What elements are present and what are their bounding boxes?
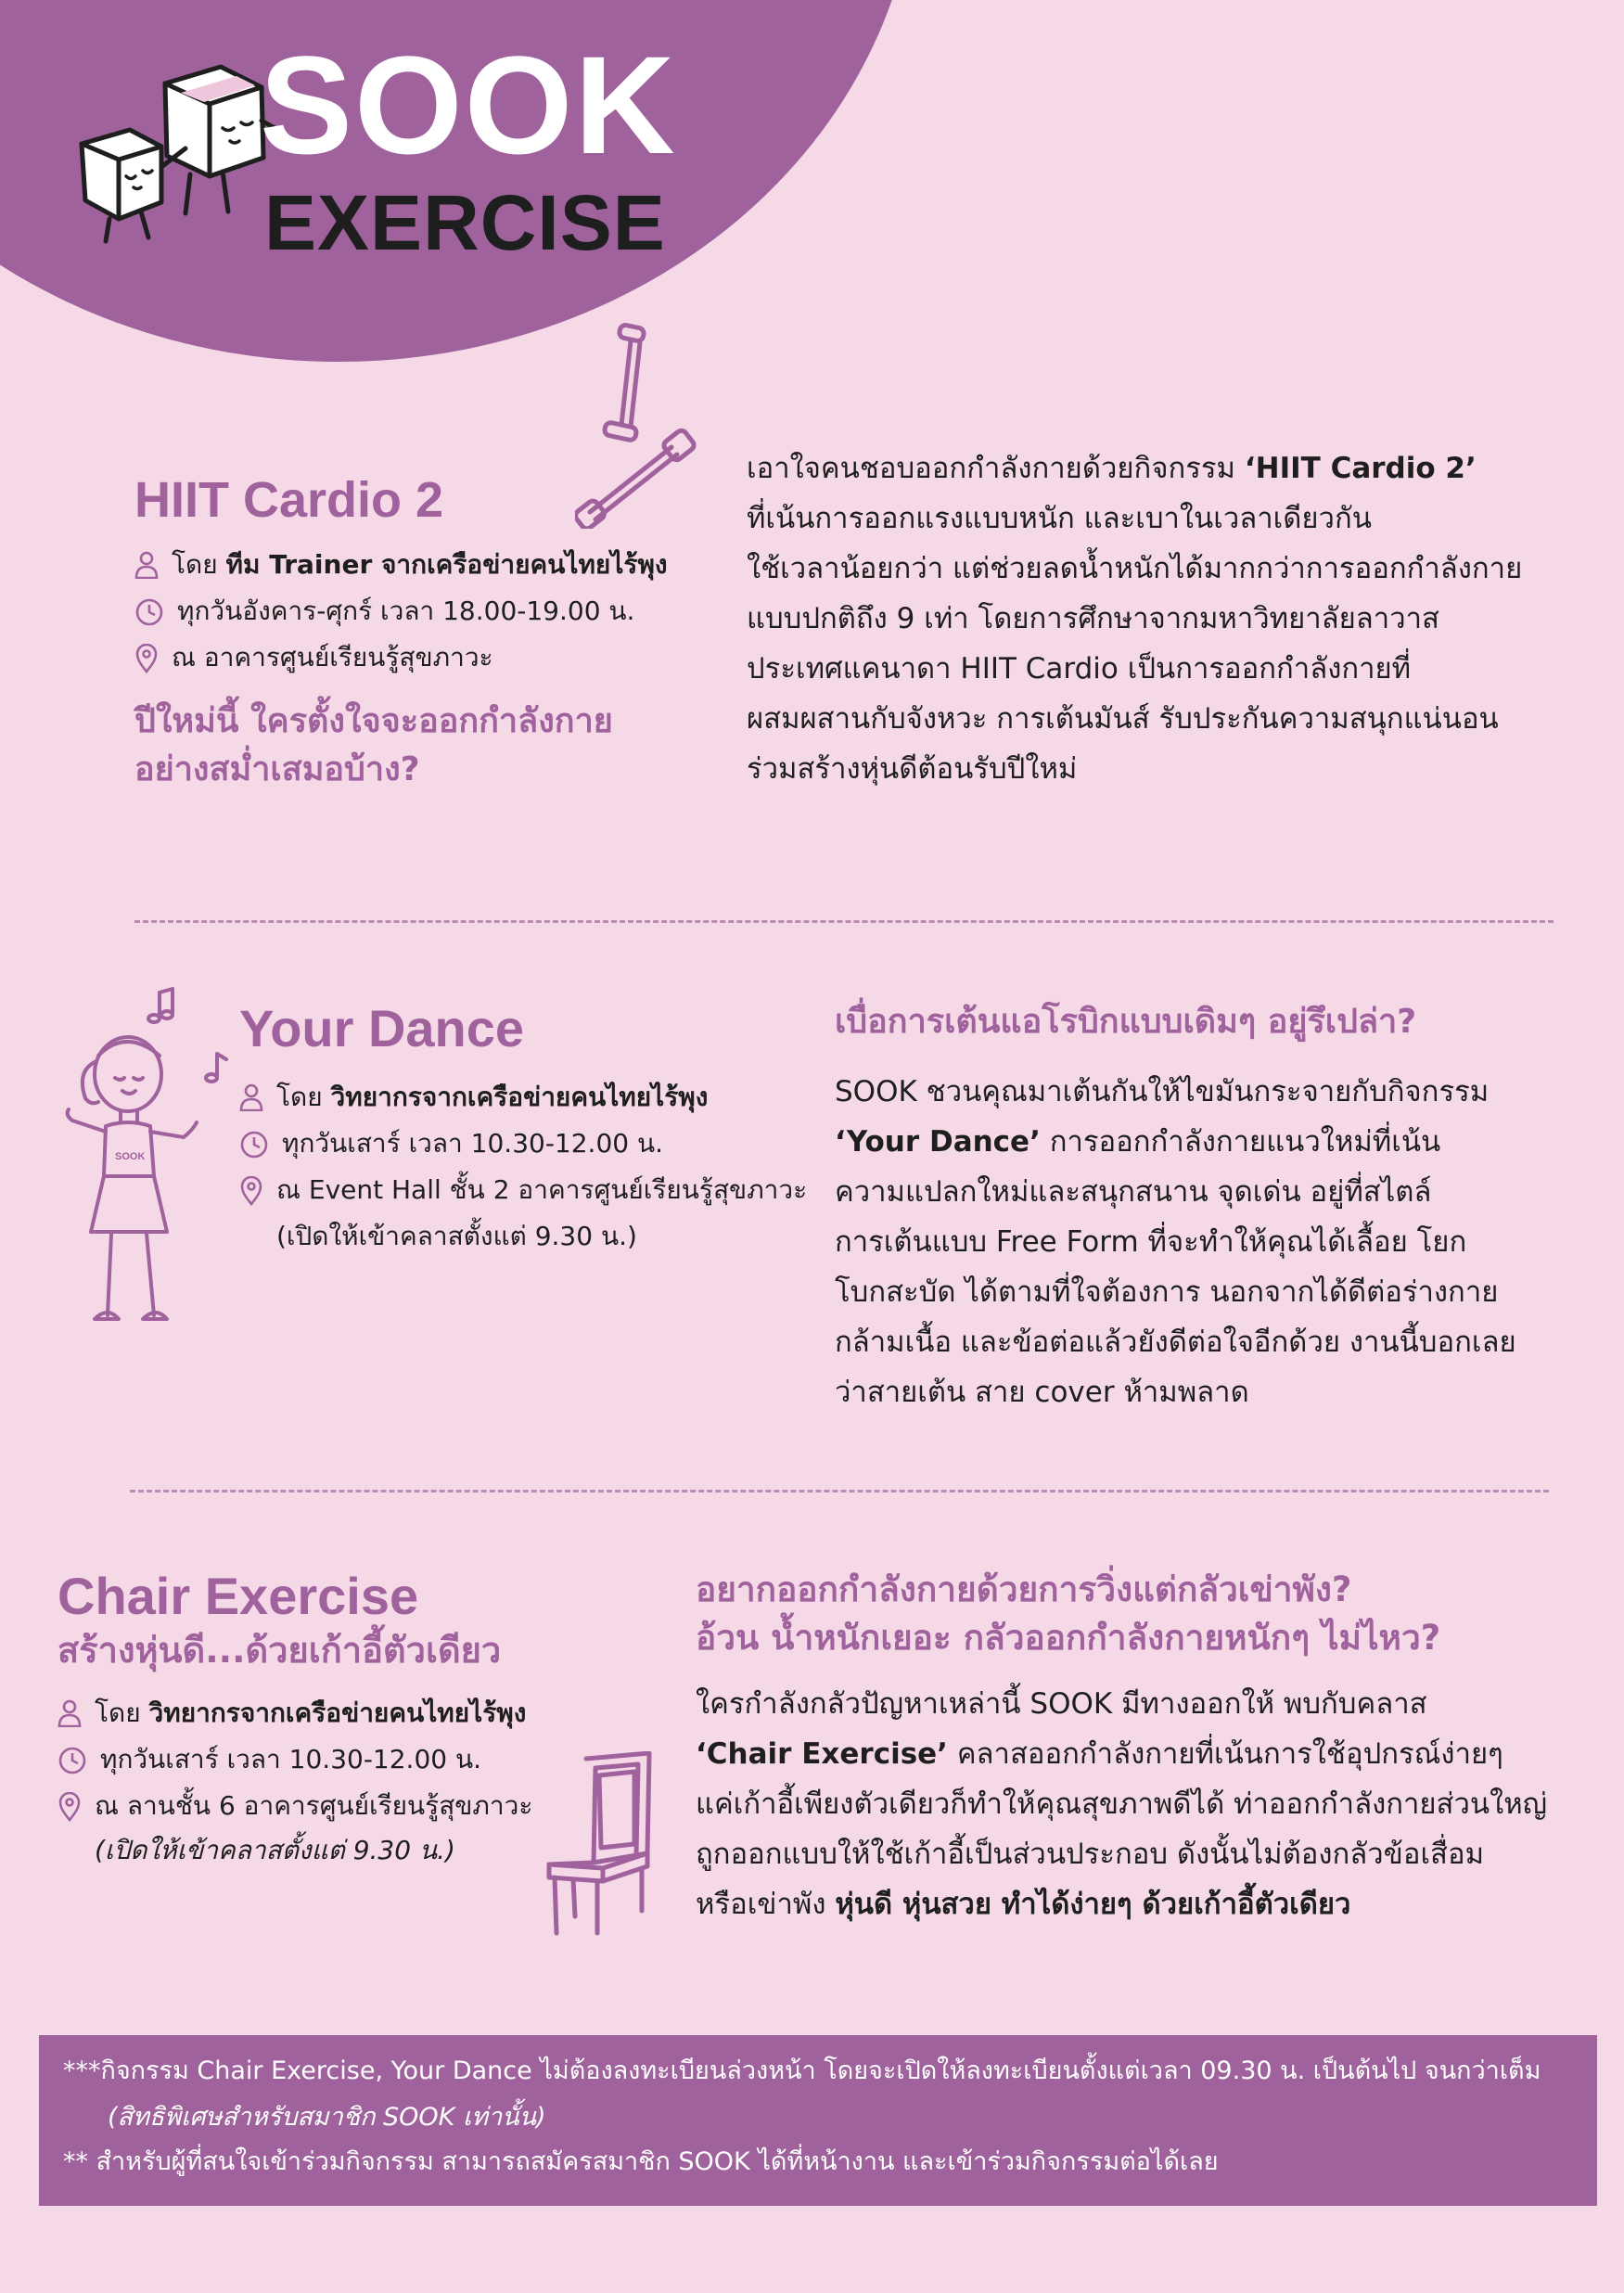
dance-desc-line: ว่าสายเต้น สาย cover ห้ามพลาด	[835, 1376, 1249, 1409]
hiit-desc-line: ร่วมสร้างหุ่นดีต้อนรับปีใหม่	[747, 752, 1078, 786]
location-pin-icon	[58, 1792, 82, 1822]
dance-desc-highlight: ‘Your Dance’	[835, 1125, 1041, 1159]
chair-desc-line: แค่เก้าอี้เพียงตัวเดียวก็ทำให้คุณสุขภาพดีได้ ท่าออกกำลังกายส่วนใหญ่	[696, 1787, 1548, 1821]
hiit-question	[134, 698, 613, 794]
clock-icon	[58, 1746, 87, 1775]
hiit-question-line2: อย่างสม่ำเสมอบ้าง?	[134, 750, 420, 789]
person-icon	[239, 1083, 263, 1111]
clock-icon	[134, 597, 164, 627]
hiit-schedule-text: ทุกวันอังคาร-ศุกร์ เวลา 18.00-19.00 น.	[177, 596, 635, 626]
dance-desc-line: การออกกำลังกายแนวใหม่ที่เน้น	[1040, 1125, 1441, 1159]
hiit-host-prefix: โดย	[172, 549, 226, 580]
dance-desc-line: การเต้นแบบ Free Form ที่จะทำให้คุณได้เลื้อย โยก	[835, 1225, 1467, 1259]
dance-schedule-text: ทุกวันเสาร์ เวลา 10.30-12.00 น.	[282, 1128, 664, 1159]
chair-question	[696, 1566, 1440, 1662]
chair-schedule	[58, 1744, 481, 1775]
footer-note-1-sub: (สิทธิพิเศษสำหรับสมาชิก SOOK เท่านั้น)	[108, 2103, 546, 2132]
hiit-desc-highlight: ‘HIIT Cardio 2’	[1244, 452, 1477, 485]
chair-question-line2: อ้วน น้ำหนักเยอะ กลัวออกกำลังกายหนักๆ ไม่ไหว?	[696, 1618, 1441, 1658]
chair-desc-line: หรือเข่าพัง	[696, 1888, 836, 1921]
hiit-title: HIIT Cardio 2	[134, 472, 444, 528]
dance-location-note: (เปิดให้เข้าคลาสตั้งแต่ 9.30 น.)	[276, 1220, 637, 1251]
dance-desc-line: SOOK ชวนคุณมาเต้นกันให้ไขมันกระจายกับกิจกรรม	[835, 1075, 1490, 1108]
footer-note-1: ***กิจกรรม Chair Exercise, Your Dance ไม่ต้องลงทะเบียนล่วงหน้า โดยจะเปิดให้ลงทะเบียนตั้งแต่เวลา 09.30 น. เป็นต้นไป จนกว่าเต็ม	[63, 2056, 1541, 2085]
hiit-desc-line: เอาใจคนชอบออกกำลังกายด้วยกิจกรรม	[747, 452, 1245, 485]
chair-subtitle: สร้างหุ่นดี...ด้วยเก้าอี้ตัวเดียว	[58, 1630, 502, 1671]
footer-notes	[39, 2035, 1597, 2206]
location-pin-icon	[239, 1176, 263, 1206]
hiit-host	[134, 549, 668, 581]
dance-schedule	[239, 1128, 663, 1159]
logo-sook: SOOK	[260, 27, 677, 183]
chair-location-text: ณ ลานชั้น 6 อาคารศูนย์เรียนรู้สุขภาวะ	[95, 1790, 533, 1821]
hiit-desc-line: ที่เน้นการออกแรงแบบหนัก และเบาในเวลาเดียวกัน	[747, 502, 1372, 535]
person-icon	[58, 1699, 82, 1727]
dance-location-text: ณ Event Hall ชั้น 2 อาคารศูนย์เรียนรู้สุขภาวะ	[276, 1174, 808, 1205]
dance-title: Your Dance	[239, 999, 525, 1057]
dance-desc-line: กล้ามเนื้อ และข้อต่อแล้วยังดีต่อใจอีกด้วย งานนี้บอกเลย	[835, 1326, 1516, 1359]
hiit-location	[134, 642, 493, 673]
chair-desc-line: ถูกออกแบบให้ใช้เก้าอี้เป็นส่วนประกอบ ดังนั้นไม่ต้องกลัวข้อเสื่อม	[696, 1838, 1485, 1871]
sugar-cube-mascots	[65, 56, 278, 250]
section-divider	[134, 920, 1554, 923]
chair-host	[58, 1697, 526, 1729]
dance-host-prefix: โดย	[276, 1082, 331, 1112]
chair-desc-line: ใครกำลังกลัวปัญหาเหล่านี้ SOOK มีทางออกให้ พบกับคลาส	[696, 1687, 1427, 1721]
dumbbell-icon	[575, 315, 714, 529]
dancer-shirt-logo: SOOK	[115, 1151, 146, 1162]
dance-host	[239, 1082, 708, 1113]
hiit-schedule	[134, 596, 634, 627]
chair-desc-line: คลาสออกกำลังกายที่เน้นการใช้อุปกรณ์ง่ายๆ	[947, 1737, 1503, 1771]
hiit-desc-line: แบบปกติถึง 9 เท่า โดยการศึกษาจากมหาวิทยาลัยลาวาส	[747, 602, 1439, 635]
section-divider	[130, 1490, 1549, 1492]
chair-title: Chair Exercise	[58, 1567, 419, 1625]
location-pin-icon	[134, 644, 159, 673]
chair-host-name: วิทยากรจากเครือข่ายคนไทยไร้พุง	[148, 1697, 527, 1728]
chair-desc-highlight: หุ่นดี หุ่นสวย ทำได้ง่ายๆ ด้วยเก้าอี้ตัวเดียว	[835, 1888, 1351, 1921]
dance-host-name: วิทยากรจากเครือข่ายคนไทยไร้พุง	[330, 1082, 709, 1112]
footer-note-2: ** สำหรับผู้ที่สนใจเข้าร่วมกิจกรรม สามารถสมัครสมาชิก SOOK ได้ที่หน้างาน และเข้าร่วมกิจกรรมต่อได้เลย	[63, 2147, 1219, 2176]
chair-description	[696, 1679, 1547, 1929]
chair-host-prefix: โดย	[95, 1697, 149, 1728]
chair-location-note: (เปิดให้เข้าคลาสตั้งแต่ 9.30 น.)	[95, 1834, 455, 1865]
hiit-desc-line: ประเทศแคนาดา HIIT Cardio เป็นการออกกำลังกายที่	[747, 652, 1412, 685]
person-icon	[134, 551, 159, 579]
hiit-location-text: ณ อาคารศูนย์เรียนรู้สุขภาวะ	[172, 642, 493, 673]
hiit-desc-line: ผสมผสานกับจังหวะ การเต้นมันส์ รับประกันความสนุกแน่นอน	[747, 702, 1499, 736]
chair-question-line1: อยากออกกำลังกายด้วยการวิ่งแต่กลัวเข่าพัง?	[696, 1569, 1352, 1609]
logo-exercise: EXERCISE	[264, 179, 666, 266]
chair-desc-highlight: ‘Chair Exercise’	[696, 1737, 948, 1771]
hiit-description	[747, 443, 1522, 794]
chair-icon	[545, 1751, 657, 1937]
dance-desc-line: ความแปลกใหม่และสนุกสนาน จุดเด่น อยู่ที่สไตล์	[835, 1175, 1432, 1209]
hiit-desc-line: ใช้เวลาน้อยกว่า แต่ช่วยลดน้ำหนักได้มากกว่าการออกกำลังกาย	[747, 552, 1523, 585]
chair-location	[58, 1790, 532, 1865]
hiit-host-name: ทีม Trainer จากเครือข่ายคนไทยไร้พุง	[225, 549, 668, 580]
dance-desc-line: โบกสะบัด ได้ตามที่ใจต้องการ นอกจากได้ดีต่อร่างกาย	[835, 1275, 1499, 1309]
clock-icon	[239, 1130, 269, 1159]
hiit-question-line1: ปีใหม่นี้ ใครตั้งใจจะออกกำลังกาย	[134, 702, 613, 740]
dancer-illustration	[54, 981, 239, 1334]
dance-description	[835, 1067, 1516, 1417]
dance-location	[239, 1174, 807, 1251]
dance-question: เบื่อการเต้นแอโรบิกแบบเดิมๆ อยู่รึเปล่า?	[835, 1003, 1417, 1041]
chair-schedule-text: ทุกวันเสาร์ เวลา 10.30-12.00 น.	[100, 1744, 482, 1774]
